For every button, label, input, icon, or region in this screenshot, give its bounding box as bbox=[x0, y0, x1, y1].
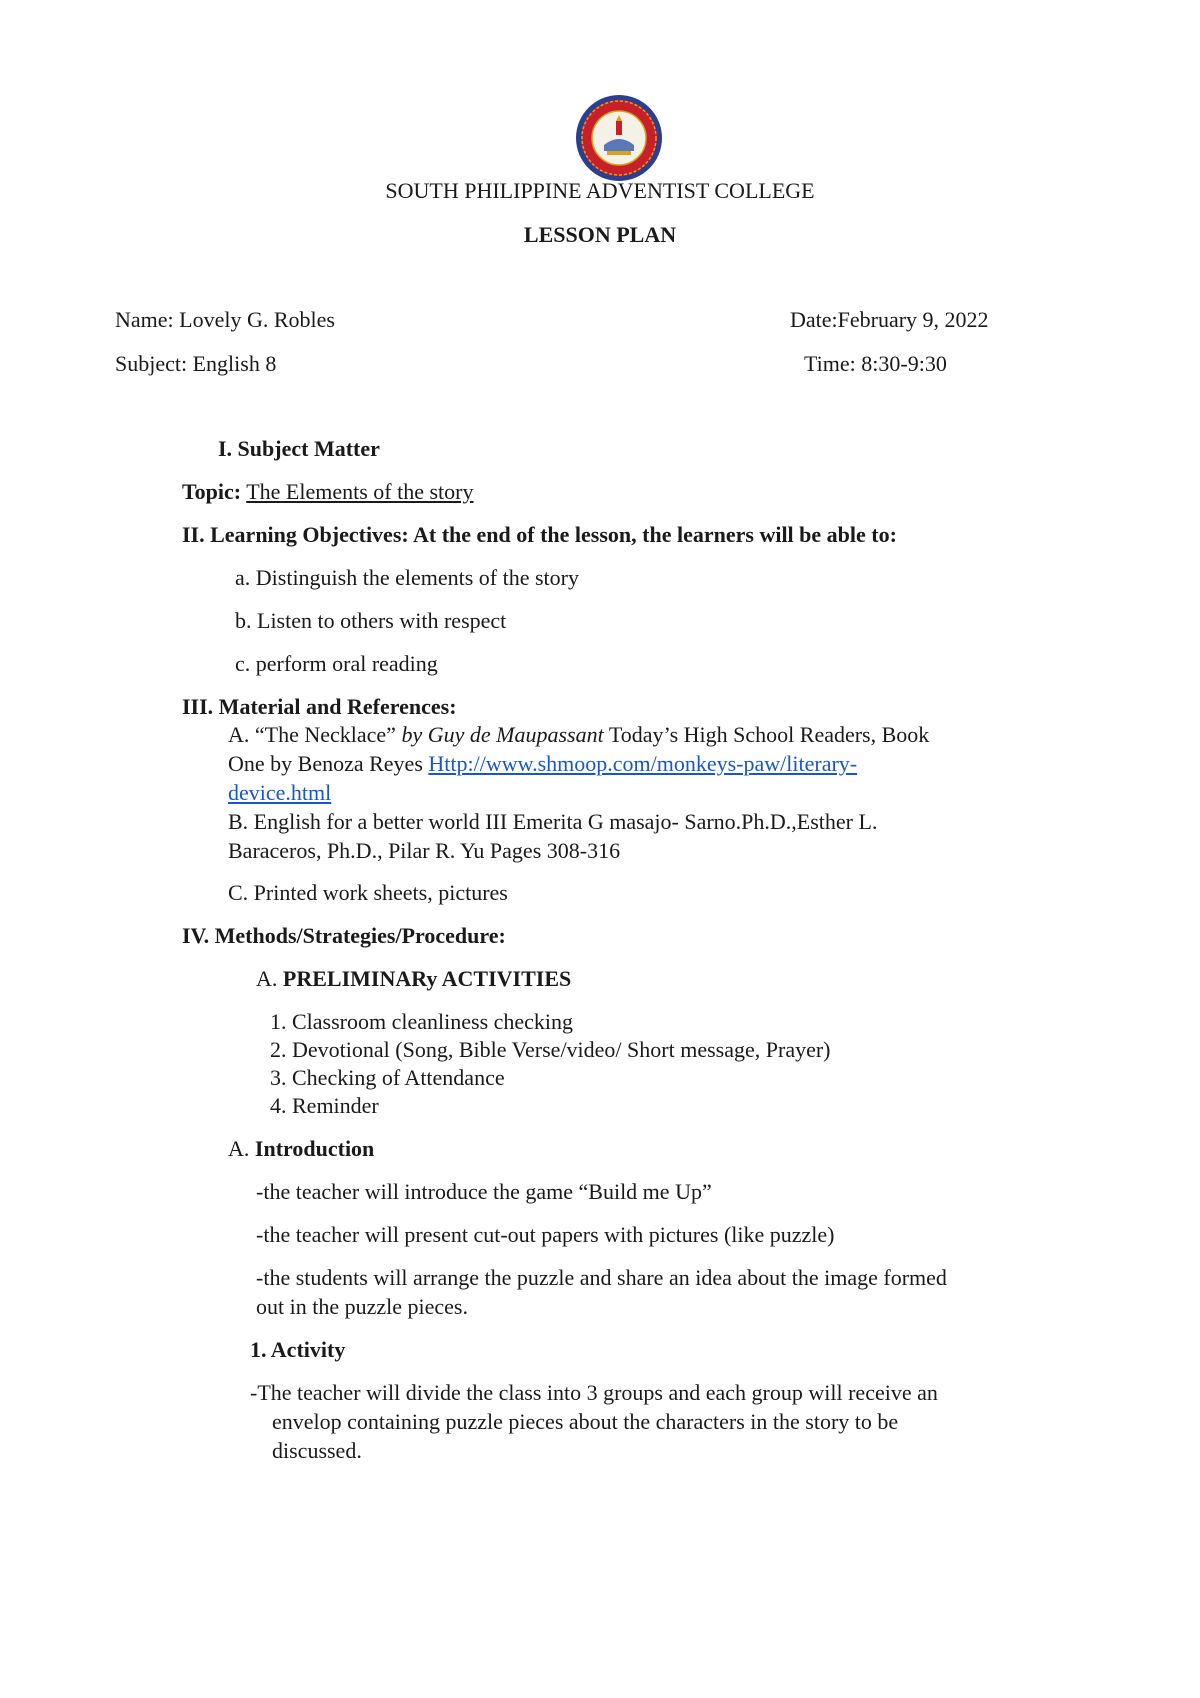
section-3-heading: III. Material and References: bbox=[182, 694, 457, 719]
reference-a-rest: Today’s High School Readers, Book bbox=[608, 722, 930, 747]
objective-c: c. perform oral reading bbox=[235, 651, 438, 676]
topic-label: Topic: bbox=[182, 479, 242, 504]
topic-value: The Elements of the story bbox=[246, 479, 474, 504]
lesson-time: Time: 8:30-9:30 bbox=[804, 351, 947, 376]
introduction-line-4: out in the puzzle pieces. bbox=[256, 1294, 468, 1319]
preliminary-item-4: 4. Reminder bbox=[270, 1093, 379, 1118]
preliminary-letter: A. bbox=[256, 966, 278, 991]
section-2-heading: II. Learning Objectives: At the end of the lesson, the learners will be able to: bbox=[182, 522, 897, 547]
teacher-name: Name: Lovely G. Robles bbox=[115, 307, 335, 332]
introduction-title: Introduction bbox=[254, 1136, 375, 1161]
reference-c: C. Printed work sheets, pictures bbox=[228, 880, 508, 905]
section-4-heading: IV. Methods/Strategies/Procedure: bbox=[182, 923, 506, 948]
introduction-heading bbox=[228, 1136, 374, 1162]
section-1-heading: I. Subject Matter bbox=[218, 436, 380, 461]
lesson-date: Date:February 9, 2022 bbox=[790, 307, 989, 332]
preliminary-heading bbox=[256, 966, 571, 992]
introduction-line-1: -the teacher will introduce the game “Build me Up” bbox=[256, 1179, 712, 1204]
introduction-line-3: -the students will arrange the puzzle and share an idea about the image formed bbox=[256, 1265, 947, 1290]
preliminary-title: PRELIMINARy ACTIVITIES bbox=[282, 966, 572, 991]
preliminary-item-2: 2. Devotional (Song, Bible Verse/video/ Short message, Prayer) bbox=[270, 1037, 831, 1062]
introduction-letter: A. bbox=[228, 1136, 250, 1161]
reference-a-author: by Guy de Maupassant bbox=[401, 722, 604, 747]
activity-line-2: envelop containing puzzle pieces about the characters in the story to be bbox=[272, 1409, 899, 1434]
objective-a: a. Distinguish the elements of the story bbox=[235, 565, 579, 590]
activity-line-3: discussed. bbox=[272, 1438, 362, 1463]
activity-line-1: -The teacher will divide the class into 3 groups and each group will receive an bbox=[250, 1380, 938, 1405]
college-seal-logo bbox=[574, 93, 664, 183]
reference-b-line1: B. English for a better world III Emerita G masajo- Sarno.Ph.D.,Esther L. bbox=[228, 809, 878, 834]
reference-a-title: A. “The Necklace” bbox=[228, 722, 396, 747]
reference-link-continued[interactable]: device.html bbox=[228, 780, 332, 805]
reference-a-line2 bbox=[228, 751, 857, 777]
school-name: SOUTH PHILIPPINE ADVENTIST COLLEGE bbox=[385, 178, 815, 203]
subject-line: Subject: English 8 bbox=[115, 351, 277, 376]
reference-a-book: One by Benoza Reyes bbox=[228, 751, 423, 776]
reference-link[interactable]: Http://www.shmoop.com/monkeys-paw/literary- bbox=[428, 751, 858, 776]
reference-b-line2: Baraceros, Ph.D., Pilar R. Yu Pages 308-316 bbox=[228, 838, 621, 863]
objective-b: b. Listen to others with respect bbox=[235, 608, 507, 633]
introduction-line-2: -the teacher will present cut-out papers with pictures (like puzzle) bbox=[256, 1222, 835, 1247]
preliminary-item-3: 3. Checking of Attendance bbox=[270, 1065, 505, 1090]
reference-a-line1 bbox=[228, 722, 929, 748]
document-title: LESSON PLAN bbox=[523, 222, 677, 247]
activity-heading: 1. Activity bbox=[250, 1337, 346, 1362]
topic-line bbox=[182, 479, 473, 505]
preliminary-item-1: 1. Classroom cleanliness checking bbox=[270, 1009, 574, 1034]
